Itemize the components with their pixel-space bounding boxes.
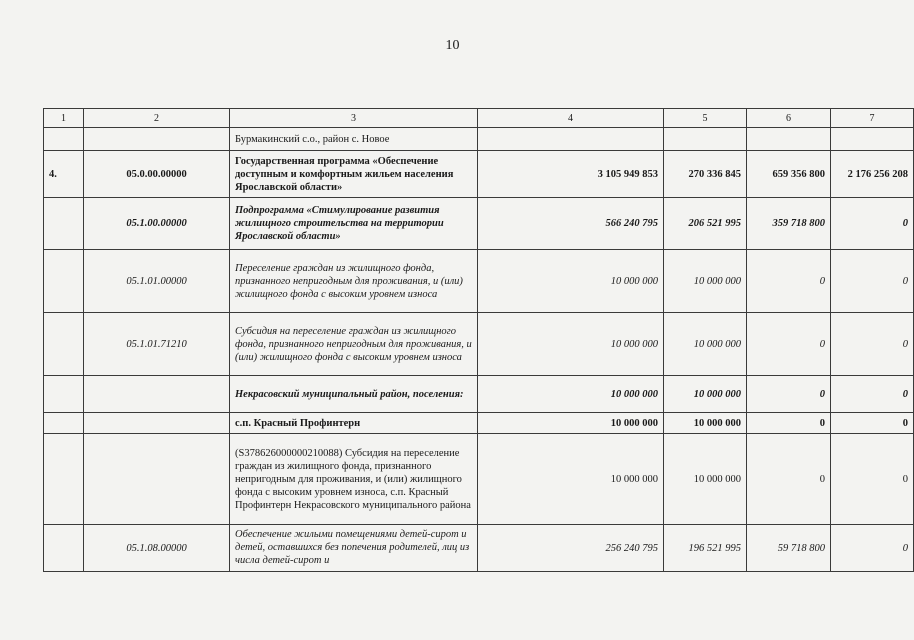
year1-amount: 10 000 000 bbox=[664, 434, 747, 525]
year2-amount: 59 718 800 bbox=[747, 525, 831, 572]
row-number bbox=[44, 434, 84, 525]
year3-amount bbox=[831, 128, 914, 151]
table-row bbox=[44, 434, 914, 525]
year2-amount: 0 bbox=[747, 434, 831, 525]
total-amount: 10 000 000 bbox=[478, 250, 664, 313]
row-number: 4. bbox=[44, 151, 84, 198]
row-number bbox=[44, 376, 84, 413]
budget-code: 05.1.01.00000 bbox=[84, 250, 230, 313]
row-title: Государственная программа «Обеспечение доступным и комфортным жильем населения Ярославской области» bbox=[230, 151, 478, 198]
row-title: Субсидия на переселение граждан из жилищного фонда, признанного непригодным для проживания, и (или) жилищного фонда с высоким уровнем износа bbox=[230, 313, 478, 376]
total-amount: 3 105 949 853 bbox=[478, 151, 664, 198]
year2-amount: 0 bbox=[747, 376, 831, 413]
row-title: с.п. Красный Профинтерн bbox=[230, 413, 478, 434]
year2-amount: 0 bbox=[747, 413, 831, 434]
total-amount: 566 240 795 bbox=[478, 198, 664, 250]
header-cell: 1 bbox=[44, 109, 84, 128]
budget-code bbox=[84, 434, 230, 525]
table-row bbox=[44, 313, 914, 376]
year3-amount: 0 bbox=[831, 413, 914, 434]
row-title: Бурмакинский с.о., район с. Новое bbox=[230, 128, 478, 151]
row-title: Некрасовский муниципальный район, поселения: bbox=[230, 376, 478, 413]
table-row bbox=[44, 413, 914, 434]
header-cell: 5 bbox=[664, 109, 747, 128]
table-header-row bbox=[44, 109, 914, 128]
header-cell: 4 bbox=[478, 109, 664, 128]
page-number: 10 bbox=[445, 38, 460, 53]
table-row bbox=[44, 525, 914, 572]
budget-code bbox=[84, 128, 230, 151]
header-cell: 6 bbox=[747, 109, 831, 128]
row-title: Обеспечение жилыми помещениями детей-сирот и детей, оставшихся без попечения родителей, лиц из числа детей-сирот и bbox=[230, 525, 478, 572]
budget-code: 05.1.08.00000 bbox=[84, 525, 230, 572]
table-row bbox=[44, 250, 914, 313]
budget-code: 05.1.01.71210 bbox=[84, 313, 230, 376]
budget-code bbox=[84, 376, 230, 413]
year3-amount: 0 bbox=[831, 313, 914, 376]
row-number bbox=[44, 313, 84, 376]
row-title: Переселение граждан из жилищного фонда, признанного непригодным для проживания, и (или) жилищного фонда с высоким уровнем износа bbox=[230, 250, 478, 313]
row-number bbox=[44, 413, 84, 434]
year2-amount: 359 718 800 bbox=[747, 198, 831, 250]
year3-amount: 0 bbox=[831, 434, 914, 525]
header-cell: 2 bbox=[84, 109, 230, 128]
row-number bbox=[44, 525, 84, 572]
year1-amount bbox=[664, 128, 747, 151]
total-amount: 256 240 795 bbox=[478, 525, 664, 572]
header-cell: 7 bbox=[831, 109, 914, 128]
table-row bbox=[44, 198, 914, 250]
total-amount: 10 000 000 bbox=[478, 434, 664, 525]
budget-code bbox=[84, 413, 230, 434]
total-amount bbox=[478, 128, 664, 151]
row-number bbox=[44, 128, 84, 151]
table-row bbox=[44, 128, 914, 151]
year2-amount: 0 bbox=[747, 313, 831, 376]
budget-code: 05.1.00.00000 bbox=[84, 198, 230, 250]
year1-amount: 10 000 000 bbox=[664, 376, 747, 413]
row-number bbox=[44, 250, 84, 313]
row-number bbox=[44, 198, 84, 250]
header-cell: 3 bbox=[230, 109, 478, 128]
year1-amount: 196 521 995 bbox=[664, 525, 747, 572]
year1-amount: 270 336 845 bbox=[664, 151, 747, 198]
table-row bbox=[44, 151, 914, 198]
row-title: (S378626000000210088) Субсидия на переселение граждан из жилищного фонда, признанного непригодным для проживания, и (или) жилищного фонда с высоким уровнем износа, с.п. Красный Профинтерн Некрасовского муниципального района bbox=[230, 434, 478, 525]
year3-amount: 0 bbox=[831, 525, 914, 572]
year2-amount bbox=[747, 128, 831, 151]
year3-amount: 2 176 256 208 bbox=[831, 151, 914, 198]
year2-amount: 0 bbox=[747, 250, 831, 313]
year1-amount: 10 000 000 bbox=[664, 250, 747, 313]
table-row bbox=[44, 376, 914, 413]
total-amount: 10 000 000 bbox=[478, 376, 664, 413]
year1-amount: 206 521 995 bbox=[664, 198, 747, 250]
year1-amount: 10 000 000 bbox=[664, 413, 747, 434]
year2-amount: 659 356 800 bbox=[747, 151, 831, 198]
year1-amount: 10 000 000 bbox=[664, 313, 747, 376]
year3-amount: 0 bbox=[831, 376, 914, 413]
total-amount: 10 000 000 bbox=[478, 413, 664, 434]
budget-table bbox=[43, 108, 914, 572]
row-title: Подпрограмма «Стимулирование развития жилищного строительства на территории Ярославской области» bbox=[230, 198, 478, 250]
total-amount: 10 000 000 bbox=[478, 313, 664, 376]
year3-amount: 0 bbox=[831, 250, 914, 313]
year3-amount: 0 bbox=[831, 198, 914, 250]
budget-code: 05.0.00.00000 bbox=[84, 151, 230, 198]
